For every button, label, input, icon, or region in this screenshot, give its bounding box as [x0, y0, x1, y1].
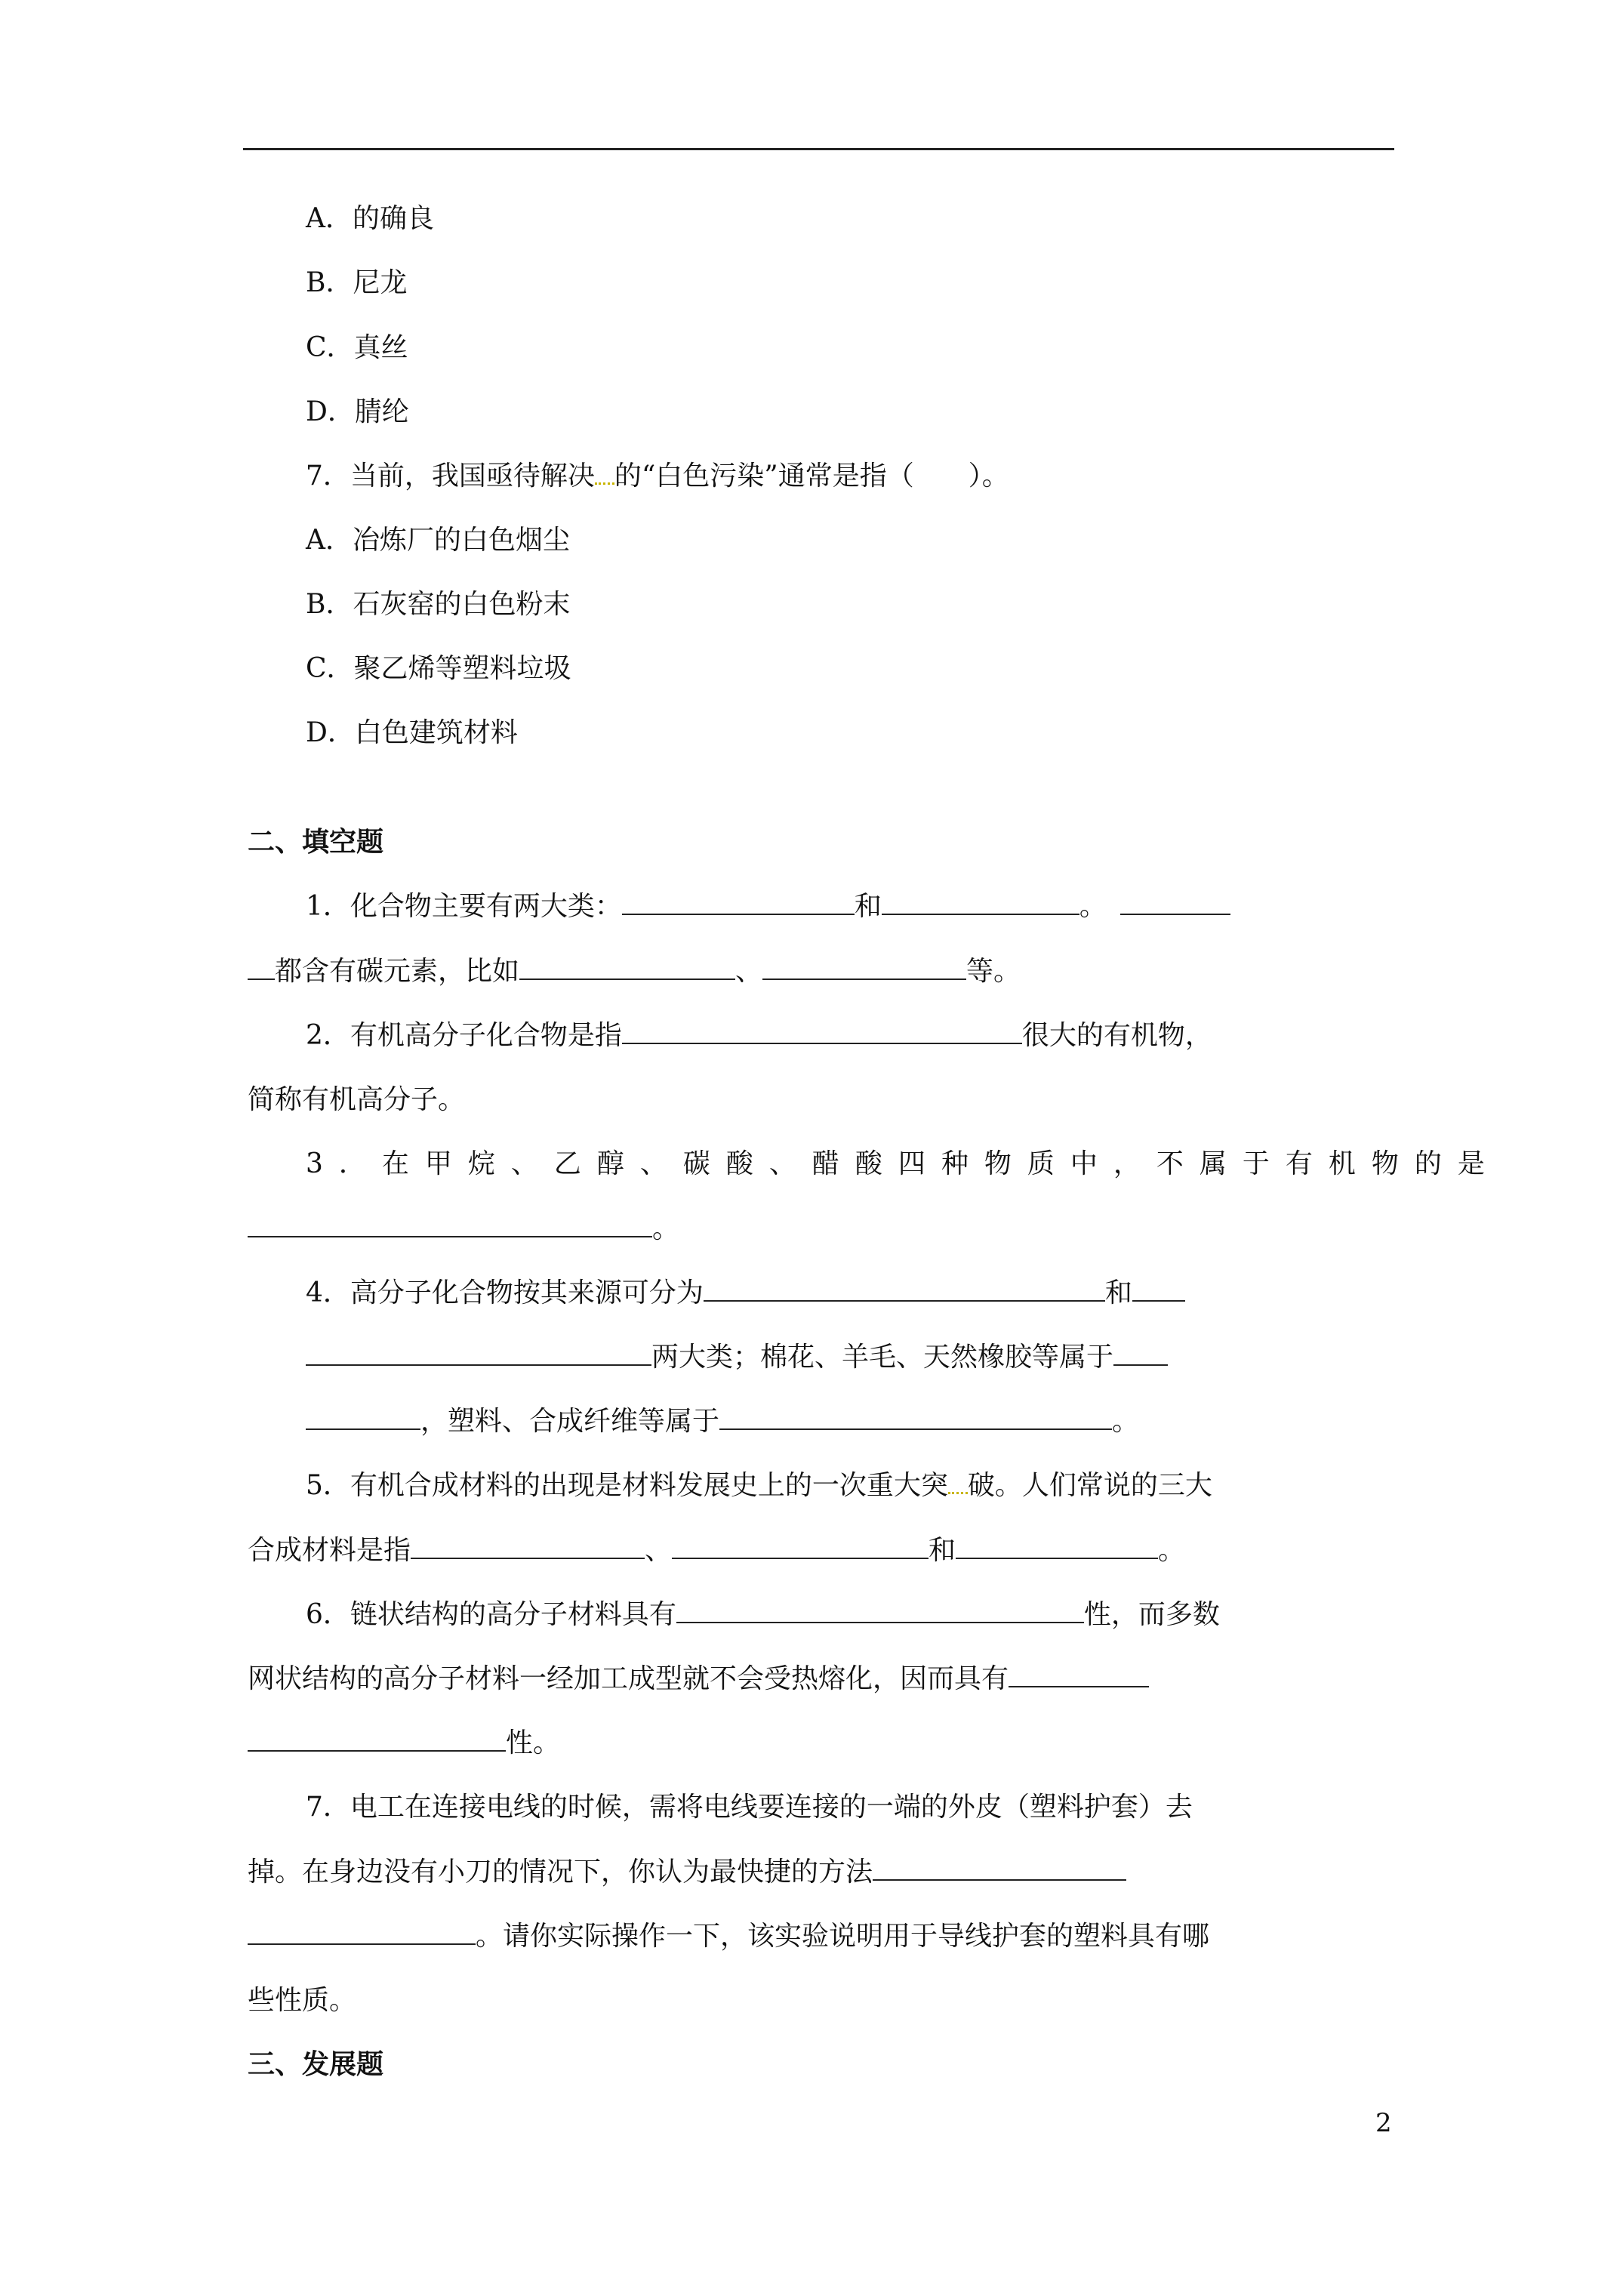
- fill-5-text-a: 5．有机合成材料的出现是材料发展史上的一次重大突: [306, 1470, 948, 1501]
- page-number: 2: [1375, 2108, 1392, 2138]
- q6-option-b: B．尼龙: [306, 267, 408, 298]
- fill-2-text-b: 很大的有机物，: [1021, 1020, 1212, 1051]
- q6-option-d: D．腈纶: [306, 396, 409, 427]
- blank[interactable]: [306, 1406, 420, 1430]
- fill-3-line2: [248, 1211, 679, 1247]
- fill-1-text-e: 、: [735, 956, 763, 987]
- fill-7-line4: 些性质。: [248, 1985, 357, 2016]
- blank[interactable]: [519, 956, 735, 980]
- fill-4-text-c: 两大类；棉花、羊毛、天然橡胶等属于: [651, 1342, 1114, 1373]
- fill-4-line3: [306, 1404, 1139, 1440]
- fill-1-text-f: 等。: [966, 956, 1021, 987]
- fill-4-text-b: 和: [1104, 1277, 1132, 1308]
- fill-1-line2: [248, 954, 1021, 990]
- blank[interactable]: [248, 1213, 652, 1237]
- fill-6-text-c: 网状结构的高分子材料一经加工成型就不会受热熔化，因而具有: [248, 1663, 1009, 1694]
- fill-6-text-b: 性，而多数: [1083, 1599, 1220, 1630]
- fill-4-text-a: 4．高分子化合物按其来源可分为: [306, 1277, 704, 1308]
- fill-6-text-a: 6．链状结构的高分子材料具有: [306, 1599, 676, 1630]
- fill-7-line2: [248, 1854, 1126, 1891]
- blank[interactable]: [704, 1277, 1105, 1302]
- fill-4-line2: [306, 1339, 1168, 1376]
- squiggle-mark: [948, 1472, 968, 1494]
- blank[interactable]: [622, 1020, 1022, 1044]
- q7-option-c: C．聚乙烯等塑料垃圾: [306, 653, 571, 684]
- fill-6-text-d: 性。: [506, 1727, 561, 1758]
- blank[interactable]: [411, 1535, 645, 1559]
- blank[interactable]: [672, 1535, 929, 1559]
- q7-option-d: D．白色建筑材料: [306, 717, 518, 748]
- blank[interactable]: [762, 956, 966, 980]
- fill-6-line2: [248, 1661, 1149, 1697]
- fill-4-line1: [306, 1275, 1185, 1311]
- fill-7-text-b: 掉。在身边没有小刀的情况下，你认为最快捷的方法: [248, 1857, 873, 1888]
- squiggle-mark: [595, 463, 614, 485]
- blank[interactable]: [719, 1406, 1112, 1430]
- blank[interactable]: [306, 1342, 651, 1366]
- blank[interactable]: [248, 1727, 506, 1752]
- blank[interactable]: [1120, 891, 1230, 915]
- fill-1-text-d: 都含有碳元素，比如: [275, 956, 520, 987]
- fill-7-line1: 7．电工在连接电线的时候，需将电线要连接的一端的外皮（塑料护套）去: [306, 1792, 1193, 1823]
- blank[interactable]: [882, 891, 1079, 915]
- fill-5-text-d: 、: [645, 1535, 673, 1566]
- fill-3-line1: 3．在甲烷、乙醇、碳酸、醋酸四种物质中，不属于有机物的是: [306, 1148, 1501, 1179]
- fill-1-line1: [306, 889, 1230, 925]
- fill-5-line2: [248, 1533, 1185, 1569]
- fill-1-text-c: 。: [1079, 891, 1107, 922]
- header-rule: [243, 148, 1394, 150]
- fill-5-text-f: 。: [1158, 1535, 1186, 1566]
- fill-1-text-a: 1．化合物主要有两大类：: [306, 891, 622, 922]
- blank[interactable]: [248, 956, 275, 980]
- fill-7-line3: [248, 1918, 1209, 1955]
- fill-4-text-d: ，塑料、合成纤维等属于: [420, 1406, 720, 1437]
- fill-6-line1: [306, 1597, 1220, 1633]
- fill-2-line1: [306, 1018, 1212, 1054]
- blank[interactable]: [873, 1857, 1126, 1881]
- fill-5-text-b: 破。人们常说的三大: [967, 1470, 1212, 1501]
- fill-5-line1: [306, 1468, 1212, 1504]
- q6-option-c: C．真丝: [306, 332, 408, 363]
- q7-option-b: B．石灰窑的白色粉末: [306, 589, 571, 620]
- fill-1-text-b: 和: [854, 891, 882, 922]
- fill-6-line3: [248, 1725, 560, 1761]
- q7-stem-b: 的“白色污染”通常是指（ ）。: [614, 461, 1009, 492]
- blank[interactable]: [248, 1921, 476, 1945]
- fill-5-text-c: 合成材料是指: [248, 1535, 411, 1566]
- fill-2-line2: 简称有机高分子。: [248, 1084, 466, 1115]
- fill-4-text-e: 。: [1112, 1406, 1140, 1437]
- fill-2-text-a: 2．有机高分子化合物是指: [306, 1020, 622, 1051]
- section-3-heading: 三、发展题: [248, 2049, 384, 2080]
- fill-3-text-b: 。: [652, 1213, 680, 1244]
- blank[interactable]: [1009, 1663, 1149, 1687]
- q7-stem-a: 7．当前，我国亟待解决: [306, 461, 595, 492]
- q7-stem: [306, 458, 1009, 495]
- fill-7-text-c: 。请你实际操作一下，该实验说明用于导线护套的塑料具有哪: [476, 1921, 1210, 1952]
- blank[interactable]: [1132, 1277, 1185, 1302]
- blank[interactable]: [676, 1599, 1084, 1623]
- q7-option-a: A．冶炼厂的白色烟尘: [306, 525, 570, 556]
- blank[interactable]: [622, 891, 855, 915]
- fill-5-text-e: 和: [929, 1535, 956, 1566]
- blank[interactable]: [956, 1535, 1158, 1559]
- section-2-heading: 二、填空题: [248, 827, 384, 858]
- blank[interactable]: [1113, 1342, 1168, 1366]
- q6-option-a: A．的确良: [306, 203, 434, 234]
